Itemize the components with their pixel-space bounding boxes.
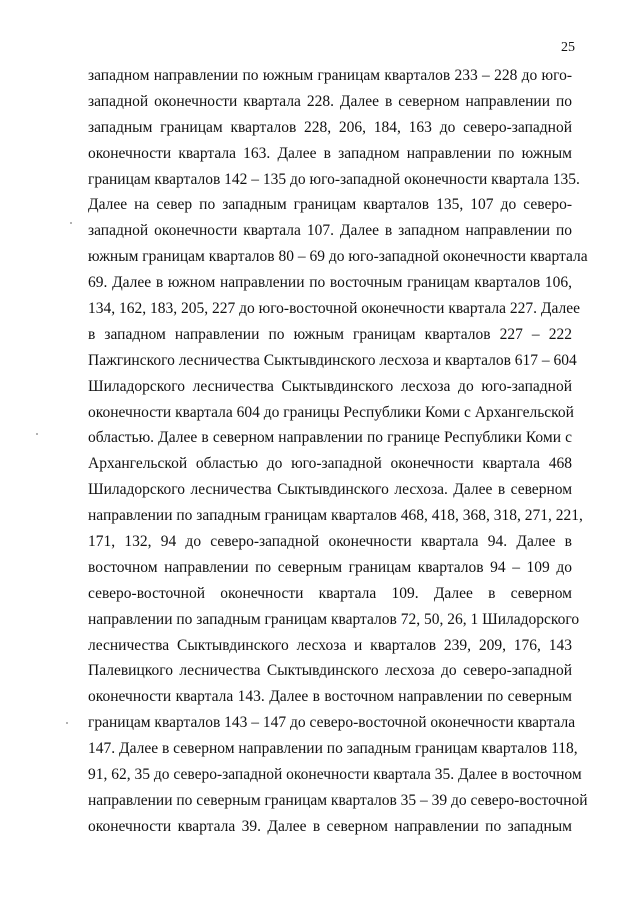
- text-line: 69. Далее в южном направлении по восточным границам кварталов 106,: [88, 274, 572, 292]
- scan-speck: [36, 433, 38, 435]
- text-line: западным границам кварталов 228, 206, 184, 163 до северо-западной: [88, 118, 572, 136]
- text-line: восточном направлении по северным границам кварталов 94 – 109 до: [88, 558, 572, 576]
- text-line: направлении по западным границам кварталов 468, 418, 368, 318, 271, 221,: [88, 507, 583, 525]
- text-line: границам кварталов 142 – 135 до юго-западной оконечности квартала 135.: [88, 170, 580, 188]
- text-line: 147. Далее в северном направлении по западным границам кварталов 118,: [88, 740, 578, 758]
- text-line: западной оконечности квартала 107. Далее в западном направлении по: [88, 222, 572, 240]
- scan-speck: [66, 722, 68, 724]
- text-line: Далее на север по западным границам кварталов 135, 107 до северо-: [88, 196, 572, 214]
- body-text: [88, 63, 588, 840]
- page-number: 25: [561, 40, 575, 55]
- text-line: 171, 132, 94 до северо-западной оконечности квартала 94. Далее в: [88, 533, 572, 551]
- text-line: северо-восточной оконечности квартала 109. Далее в северном: [88, 584, 572, 602]
- text-line: лесничества Сыктывдинского лесхоза и кварталов 239, 209, 176, 143: [88, 636, 572, 654]
- text-line: оконечности квартала 163. Далее в западном направлении по южным: [88, 144, 572, 162]
- text-line: 91, 62, 35 до северо-западной оконечности квартала 35. Далее в восточном: [88, 766, 582, 784]
- text-line: западном направлении по южным границам кварталов 233 – 228 до юго-: [88, 67, 572, 84]
- text-line: Шиладорского лесничества Сыктывдинского лесхоза до юго-западной: [88, 377, 572, 395]
- text-line: областью. Далее в северном направлении по границе Республики Коми с: [88, 429, 572, 447]
- text-line: оконечности квартала 143. Далее в восточном направлении по северным: [88, 688, 572, 706]
- text-line: 134, 162, 183, 205, 227 до юго-восточной оконечности квартала 227. Далее: [88, 300, 580, 318]
- text-line: оконечности квартала 604 до границы Республики Коми с Архангельской: [88, 403, 574, 421]
- text-line: направлении по северным границам кварталов 35 – 39 до северо-восточной: [88, 791, 588, 809]
- text-line: Палевицкого лесничества Сыктывдинского лесхоза до северо-западной: [88, 662, 572, 680]
- text-line: оконечности квартала 39. Далее в северном направлении по западным: [88, 817, 572, 835]
- scan-speck: [70, 222, 72, 224]
- text-line: направлении по западным границам кварталов 72, 50, 26, 1 Шиладорского: [88, 610, 580, 628]
- text-line: Шиладорского лесничества Сыктывдинского лесхоза. Далее в северном: [88, 481, 572, 499]
- text-line: в западном направлении по южным границам кварталов 227 – 222: [88, 325, 572, 343]
- text-line: Пажгинского лесничества Сыктывдинского лесхоза и кварталов 617 – 604: [88, 351, 577, 369]
- text-line: южным границам кварталов 80 – 69 до юго-западной оконечности квартала: [88, 248, 588, 266]
- text-line: западной оконечности квартала 228. Далее в северном направлении по: [88, 92, 572, 110]
- text-line: границам кварталов 143 – 147 до северо-восточной оконечности квартала: [88, 714, 576, 732]
- text-line: Архангельской областью до юго-западной оконечности квартала 468: [88, 455, 572, 473]
